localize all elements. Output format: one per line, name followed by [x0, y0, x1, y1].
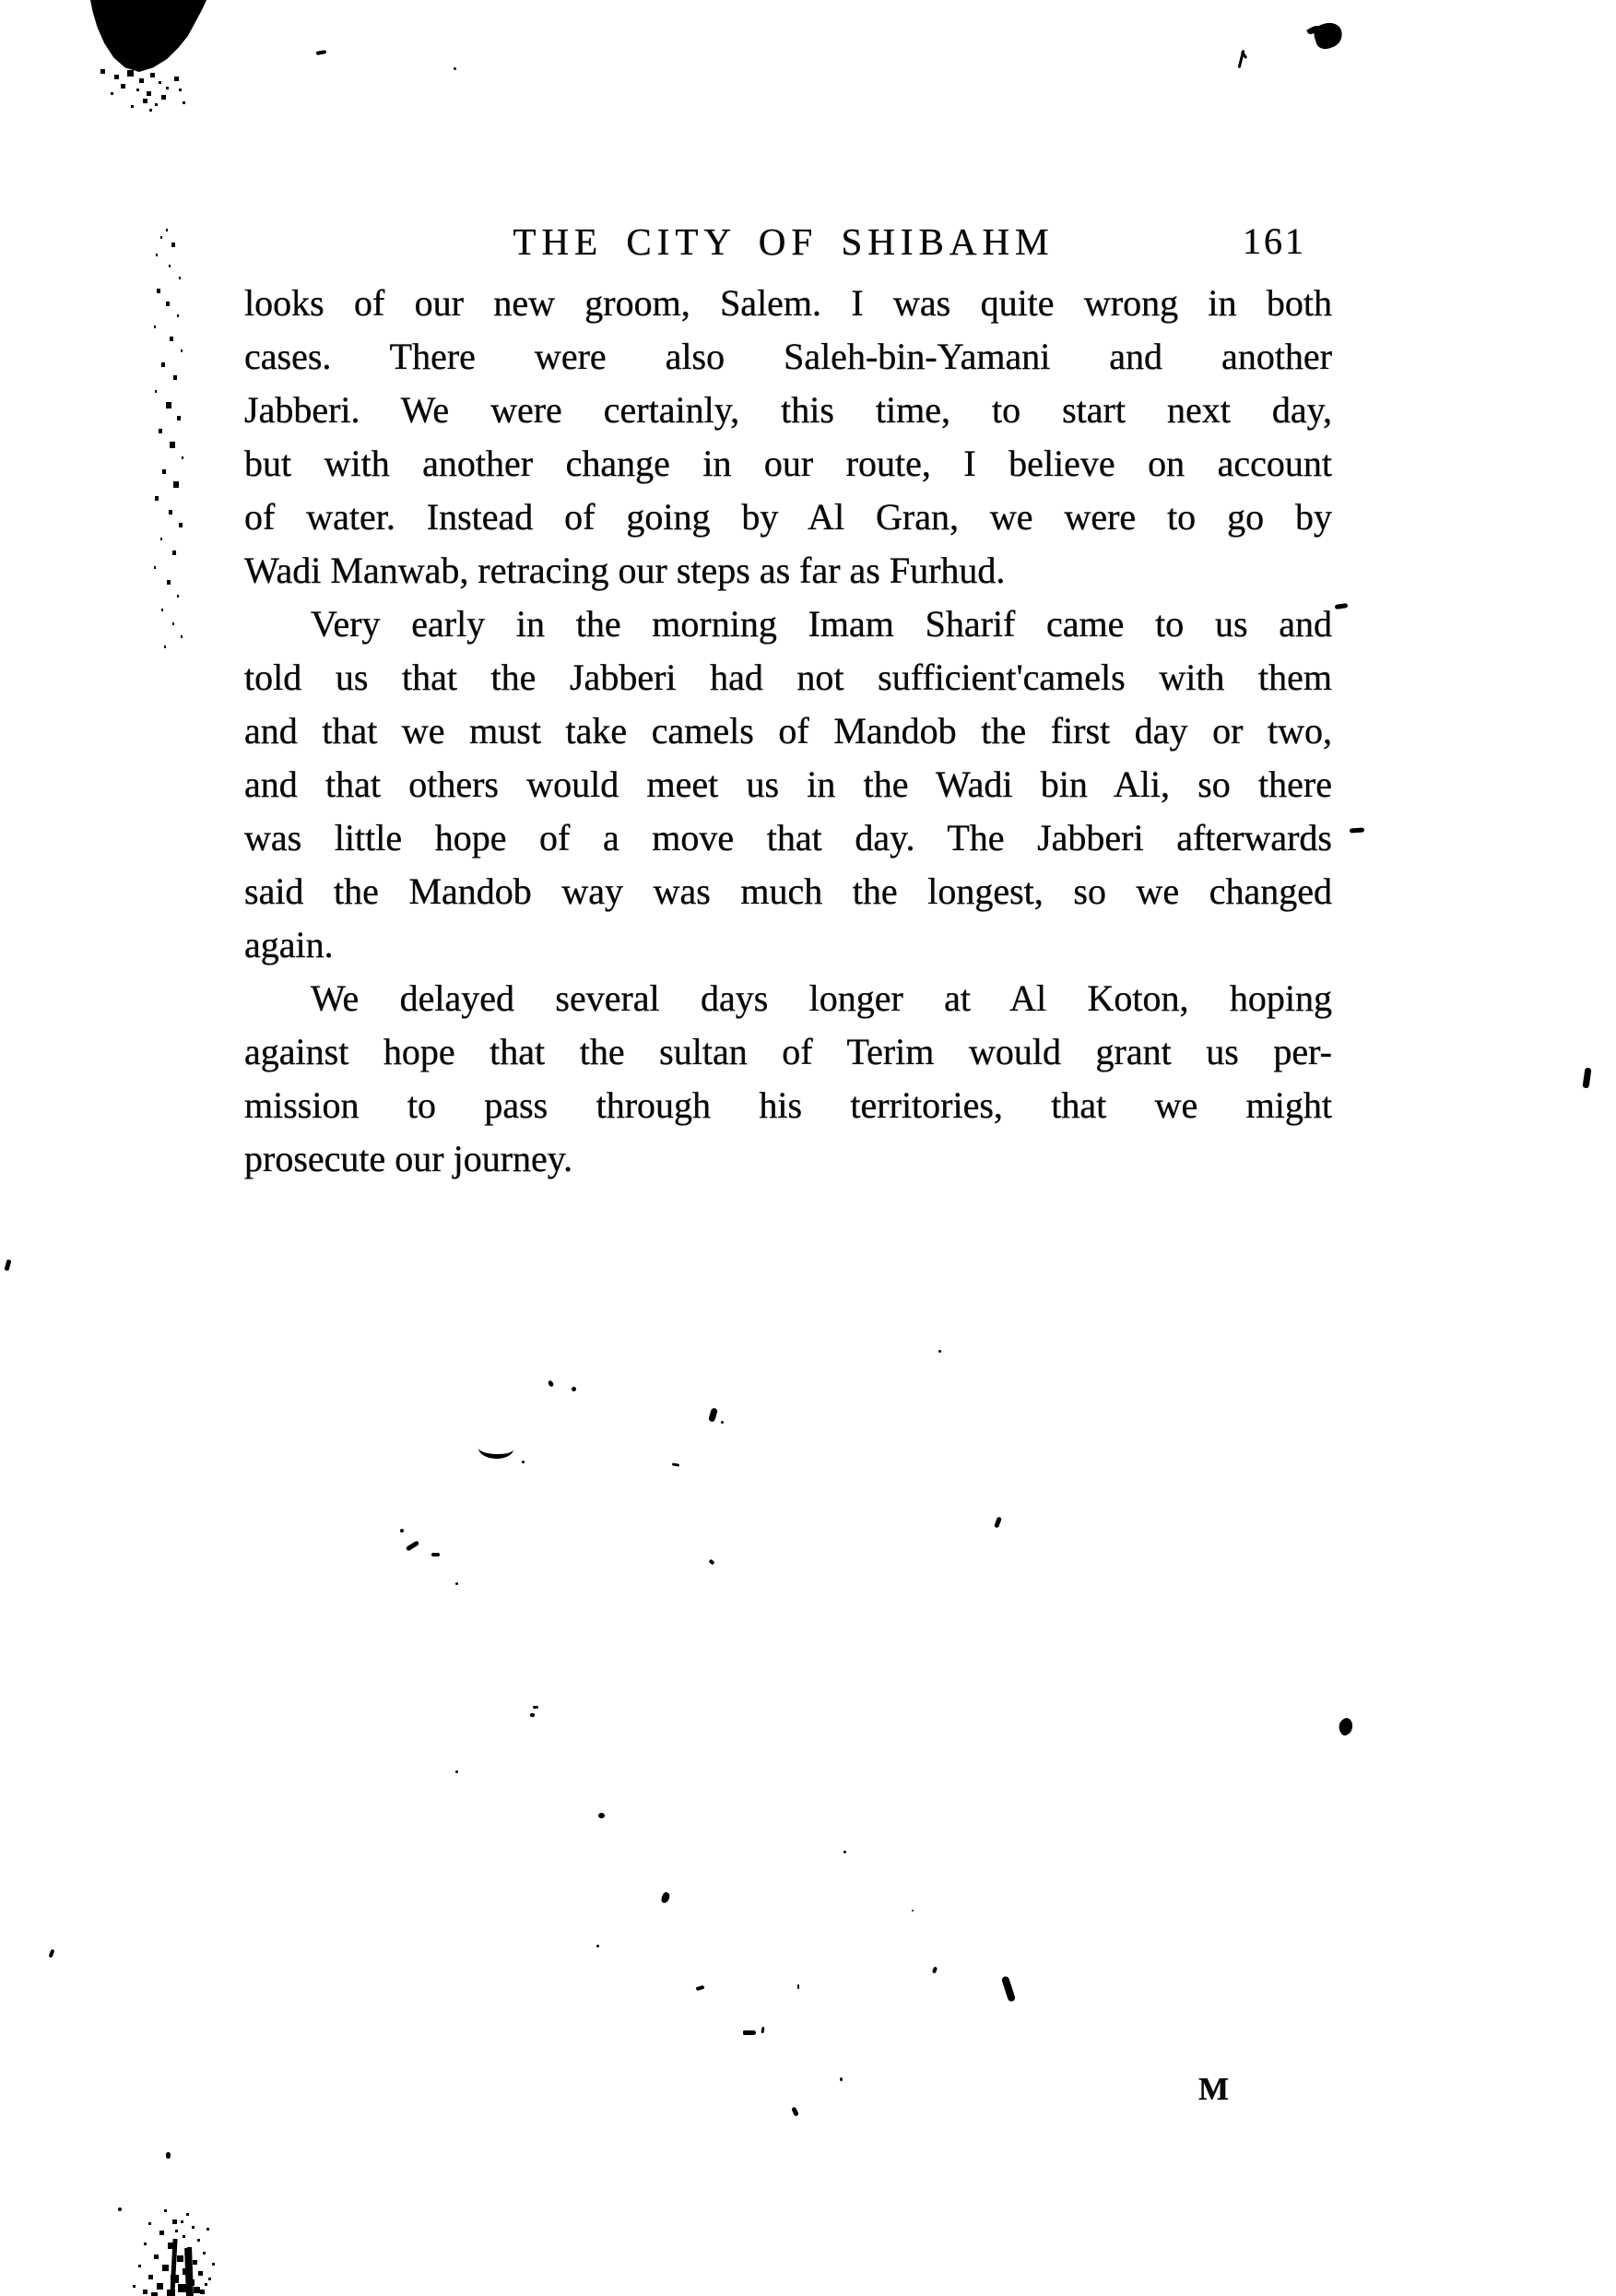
ink-dash [696, 1985, 705, 1991]
page-number: 161 [1243, 220, 1306, 262]
ink-dot [118, 2207, 122, 2211]
ink-tick [1583, 1068, 1592, 1089]
ink-dot [721, 1421, 724, 1424]
ink-tick [708, 1559, 714, 1566]
text-line: Very early in the morning Imam Sharif came to us and [311, 603, 1332, 645]
paragraph [244, 277, 1332, 598]
ink-streak [170, 2239, 177, 2294]
ink-tick [5, 1260, 12, 1272]
text-line: mission to pass through his territories, that we might [244, 1084, 1332, 1126]
text-line: of water. Instead of going by Al Gran, we were to go by [244, 496, 1332, 538]
running-head-title: THE CITY OF SHIBAHM [513, 220, 1055, 263]
ink-dash [316, 50, 327, 55]
ink-speck-cluster-bottom-left [181, 2220, 183, 2223]
text-line: and that we must take camels of Mandob the first day or two, [244, 710, 1332, 752]
ink-blot-top-left [90, 0, 206, 72]
ink-dot [598, 1813, 605, 1818]
ink-tick [994, 1517, 1002, 1529]
text-line: again. [244, 924, 334, 965]
text-line: prosecute our journey. [244, 1138, 573, 1179]
ink-tick [791, 2106, 799, 2116]
ink-dot [843, 1851, 846, 1853]
ink-dot [522, 1461, 525, 1463]
text-line: against hope that the sultan of Terim would grant us per- [244, 1031, 1332, 1072]
ink-dot [596, 1945, 599, 1947]
text-line: cases. There were also Saleh-bin-Yamani and another [244, 336, 1332, 377]
ink-speck-fringe [138, 68, 141, 71]
ink-dot [454, 67, 456, 70]
paragraph [244, 598, 1332, 972]
ink-curve [478, 1438, 514, 1459]
ink-dot [938, 1350, 941, 1353]
ink-dot [455, 1770, 458, 1773]
text-line: Jabberi. We were certainly, this time, to start next day, [244, 389, 1332, 431]
ink-dash [431, 1553, 440, 1556]
ink-dash [1350, 827, 1364, 833]
ink-dot [572, 1387, 576, 1391]
text-line: told us that the Jabberi had not sufficient'camels with them [244, 657, 1332, 698]
text-line: Wadi Manwab, retracing our steps as far as Furhud. [244, 550, 1006, 591]
ink-backslash [1001, 1975, 1016, 2002]
ink-dot [455, 1582, 458, 1585]
text-line: We delayed several days longer at Al Koton, hoping [311, 977, 1332, 1019]
ink-dash [406, 1540, 419, 1551]
ink-blob-top-right [1312, 19, 1346, 52]
ink-apostrophe [661, 1891, 671, 1904]
ink-dot [530, 1713, 535, 1717]
ink-dash [1335, 603, 1349, 610]
ink-dot [166, 2152, 171, 2159]
text-line: was little hope of a move that day. The Jabberi afterwards [244, 817, 1332, 858]
ink-dash [743, 2030, 756, 2035]
text-line: said the Mandob way was much the longest, so we changed [244, 870, 1332, 912]
text-line: but with another change in our route, I believe on account [244, 443, 1332, 484]
ink-dot [840, 2077, 843, 2081]
ink-tick [761, 2027, 764, 2033]
page-body-text [244, 277, 1332, 1186]
text-line: looks of our new groom, Salem. I was quite wrong in both [244, 282, 1332, 324]
ink-apostrophe [708, 1407, 718, 1422]
ink-dot [400, 1529, 404, 1533]
ink-dash [672, 1462, 679, 1466]
paragraph [244, 972, 1332, 1186]
ink-dot [548, 1379, 555, 1388]
ink-dot [912, 1910, 914, 1911]
ink-tick [49, 1949, 55, 1959]
ink-dash [533, 1706, 538, 1709]
ink-comma-blob [1336, 1716, 1356, 1737]
ink-streak [184, 2248, 194, 2296]
ink-speck-band-left-margin [166, 229, 168, 231]
signature-mark: M [1198, 2071, 1231, 2107]
ink-dot [797, 1984, 799, 1989]
ink-tick [932, 1967, 938, 1974]
text-line: and that others would meet us in the Wadi bin Ali, so there [244, 763, 1332, 805]
